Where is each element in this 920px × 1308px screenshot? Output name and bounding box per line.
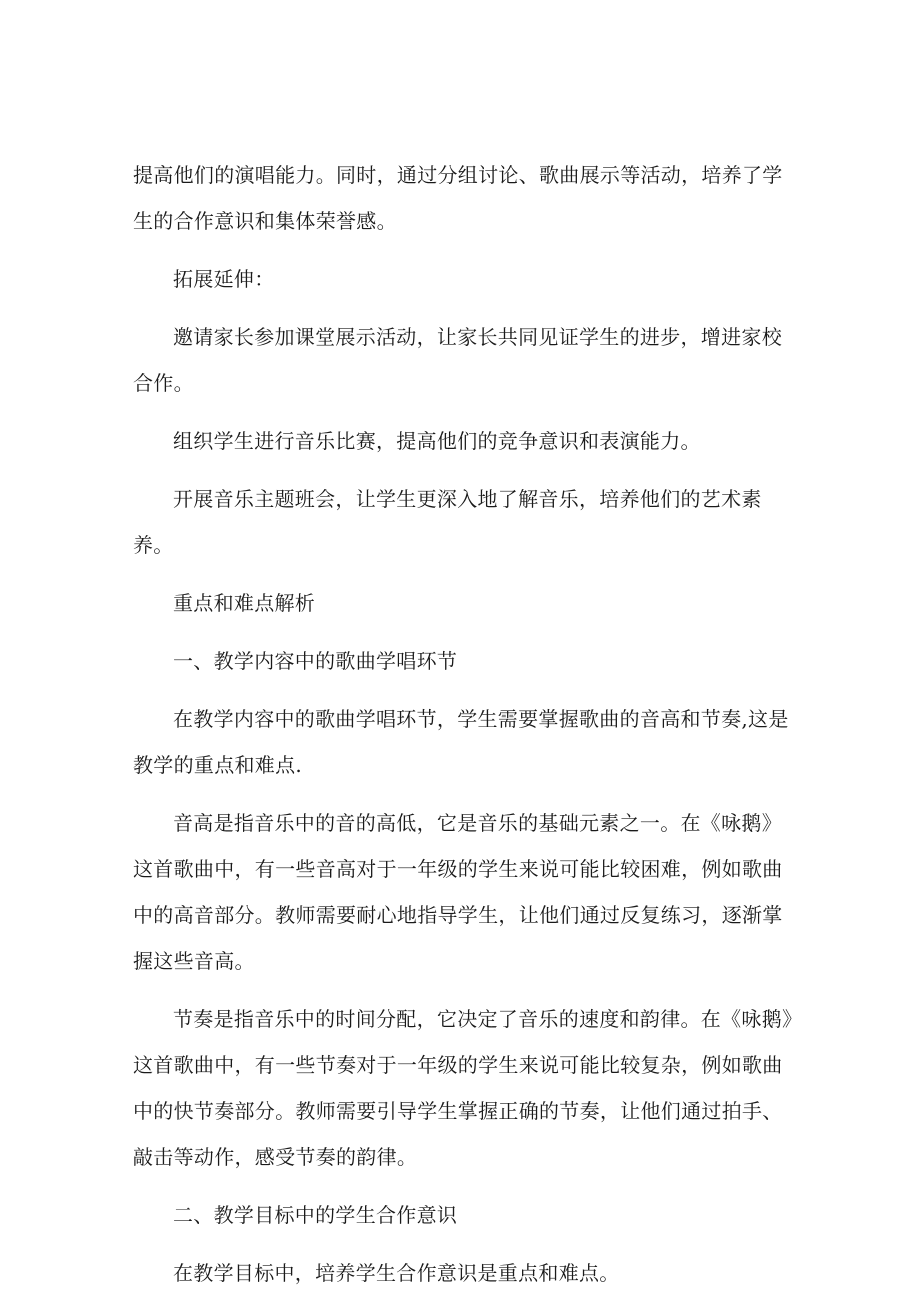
paragraph-continuation: 提高他们的演唱能力。同时，通过分组讨论、歌曲展示等活动，培养了学生的合作意识和集体荣誉感。 (133, 163, 783, 233)
paragraph-parent-invitation: 邀请家长参加课堂展示活动，让家长共同见证学生的进步，增进家校合作。 (133, 325, 782, 395)
subheading-song-learning: 一、教学内容中的歌曲学唱环节 (173, 649, 458, 673)
paragraph-cooperation: 在教学目标中，培养学生合作意识是重点和难点。 (173, 1261, 620, 1285)
paragraph-song-learning: 在教学内容中的歌曲学唱环节，学生需要掌握歌曲的音高和节奏,这是教学的重点和难点. (133, 707, 789, 777)
section-heading-key-points: 重点和难点解析 (173, 591, 316, 615)
document-body (133, 152, 793, 1308)
section-heading-extension: 拓展延伸： (173, 267, 275, 291)
paragraph-pitch: 音高是指音乐中的音的高低，它是音乐的基础元素之一。在《咏鹅》这首歌曲中，有一些音高对于一年级的学生来说可能比较困难，例如歌曲中的高音部分。教师需要耐心地指导学生，让他们通过反复练习，逐渐掌握这些音高。 (133, 811, 783, 973)
paragraph-class-meeting: 开展音乐主题班会，让学生更深入地了解音乐，培养他们的艺术素养。 (133, 487, 762, 557)
paragraph-rhythm: 节奏是指音乐中的时间分配，它决定了音乐的速度和韵律。在《咏鹅》这首歌曲中，有一些节奏对于一年级的学生来说可能比较复杂，例如歌曲中的快节奏部分。教师需要引导学生掌握正确的节奏，让他们通过拍手、敲击等动作，感受节奏的韵律。 (133, 1007, 793, 1169)
paragraph-music-competition: 组织学生进行音乐比赛，提高他们的竞争意识和表演能力。 (173, 429, 701, 453)
subheading-cooperation: 二、教学目标中的学生合作意识 (173, 1203, 458, 1227)
